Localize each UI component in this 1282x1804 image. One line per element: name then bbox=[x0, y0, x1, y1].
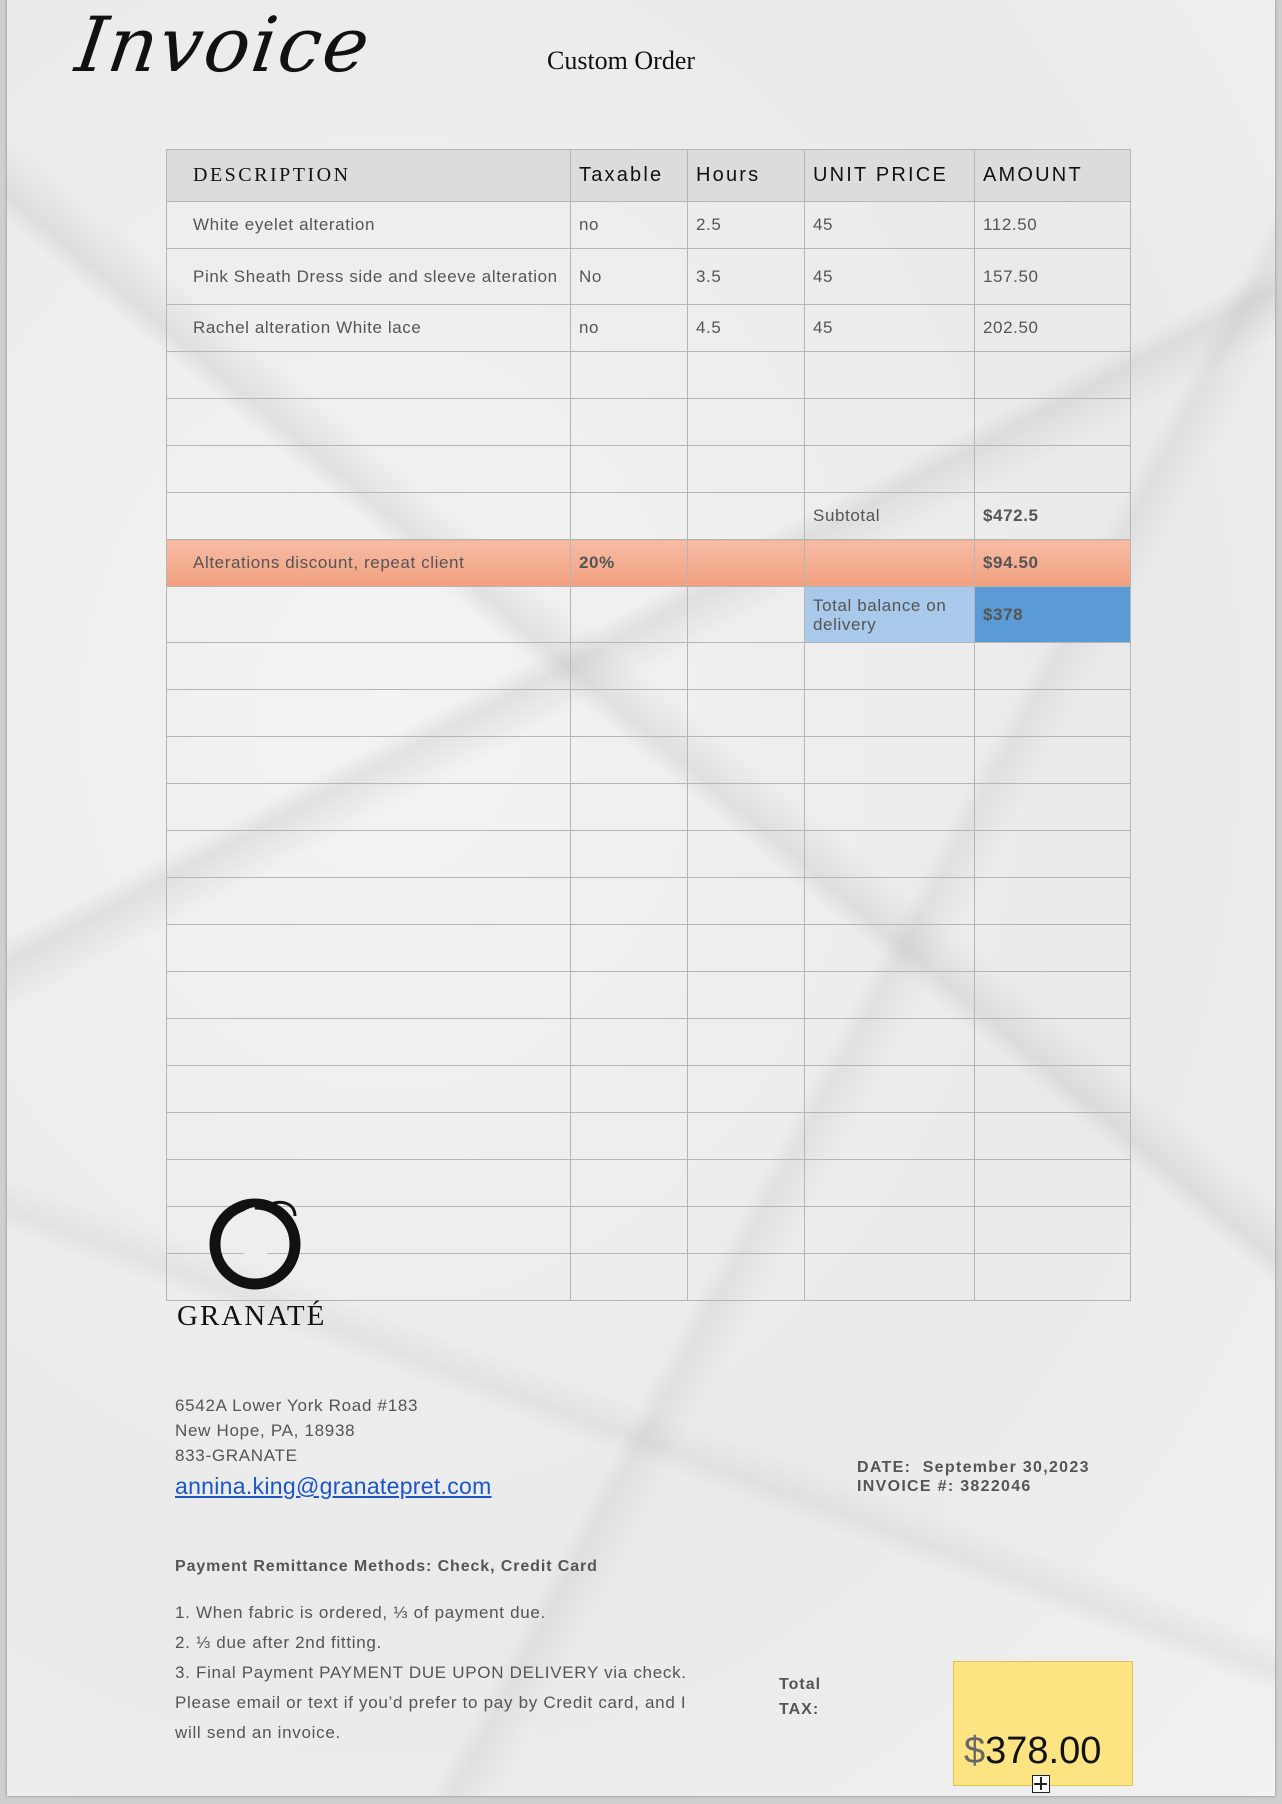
row-unit-price[interactable]: 45 bbox=[805, 249, 975, 305]
invoice-meta bbox=[857, 1458, 1090, 1496]
balance-row bbox=[167, 587, 1131, 643]
empty-row bbox=[167, 878, 1131, 925]
column-header-amount: AMOUNT bbox=[975, 150, 1131, 202]
invoice-table bbox=[166, 149, 1131, 1301]
row-unit-price[interactable]: 45 bbox=[805, 202, 975, 249]
empty-row bbox=[167, 1066, 1131, 1113]
subtotal-value[interactable]: $472.5 bbox=[975, 493, 1131, 540]
table-row bbox=[167, 202, 1131, 249]
empty-row bbox=[167, 831, 1131, 878]
subtotal-label: Subtotal bbox=[805, 493, 975, 540]
invoice-subtitle: Custom Order bbox=[547, 46, 696, 75]
row-description[interactable]: Pink Sheath Dress side and sleeve alteration bbox=[167, 249, 571, 305]
column-header-hours: Hours bbox=[688, 150, 805, 202]
discount-percent[interactable]: 20% bbox=[571, 540, 688, 587]
row-taxable[interactable]: no bbox=[571, 305, 688, 352]
invoice-number-label: INVOICE #: bbox=[857, 1478, 955, 1495]
payment-term: 2. ⅓ due after 2nd fitting. bbox=[175, 1633, 382, 1652]
empty-row bbox=[167, 352, 1131, 399]
payment-term: 3. Final Payment PAYMENT DUE UPON DELIVERY via check. Please email or text if you’d prefer to pay by Credit card, and I will send an invoice. bbox=[175, 1663, 687, 1742]
empty-row bbox=[167, 972, 1131, 1019]
row-hours[interactable]: 3.5 bbox=[688, 249, 805, 305]
empty-row bbox=[167, 399, 1131, 446]
phone-number: 833-GRANATE bbox=[175, 1446, 298, 1465]
total-amount-box[interactable] bbox=[953, 1661, 1133, 1786]
empty-row bbox=[167, 1113, 1131, 1160]
table-row bbox=[167, 249, 1131, 305]
invoice-page bbox=[7, 0, 1275, 1796]
date-label: DATE: bbox=[857, 1459, 912, 1476]
empty-row bbox=[167, 925, 1131, 972]
invoice-title: Invoice bbox=[70, 0, 377, 89]
address-block bbox=[175, 1393, 418, 1468]
date-value: September 30,2023 bbox=[922, 1459, 1090, 1476]
total-amount-value: 378.00 bbox=[985, 1730, 1102, 1772]
granate-monogram-icon bbox=[177, 1192, 347, 1300]
tax-label: TAX: bbox=[779, 1701, 820, 1718]
row-taxable[interactable]: no bbox=[571, 202, 688, 249]
balance-label: Total balance on delivery bbox=[805, 587, 975, 643]
empty-row bbox=[167, 446, 1131, 493]
totals-labels bbox=[779, 1672, 821, 1722]
row-amount[interactable]: 202.50 bbox=[975, 305, 1131, 352]
row-hours[interactable]: 2.5 bbox=[688, 202, 805, 249]
row-amount[interactable]: 112.50 bbox=[975, 202, 1131, 249]
table-row bbox=[167, 305, 1131, 352]
row-hours[interactable]: 4.5 bbox=[688, 305, 805, 352]
payment-methods-heading: Payment Remittance Methods: Check, Credit Card bbox=[175, 1558, 598, 1575]
row-taxable[interactable]: No bbox=[571, 249, 688, 305]
payment-term: 1. When fabric is ordered, ⅓ of payment due. bbox=[175, 1603, 546, 1622]
discount-label[interactable]: Alterations discount, repeat client bbox=[167, 540, 571, 587]
total-label: Total bbox=[779, 1676, 822, 1693]
email-link[interactable]: annina.king@granatepret.com bbox=[175, 1473, 492, 1499]
table-header-row bbox=[167, 150, 1131, 202]
column-header-taxable: Taxable bbox=[571, 150, 688, 202]
granate-logo bbox=[177, 1192, 347, 1334]
subtotal-row bbox=[167, 493, 1131, 540]
add-row-plus-icon[interactable] bbox=[1032, 1775, 1050, 1793]
column-header-description: DESCRIPTION bbox=[167, 150, 571, 202]
invoice-number: 3822046 bbox=[960, 1478, 1032, 1495]
empty-row bbox=[167, 690, 1131, 737]
logo-wordmark: GRANATÉ bbox=[177, 1300, 327, 1332]
discount-row bbox=[167, 540, 1131, 587]
column-header-unit-price: UNIT PRICE bbox=[805, 150, 975, 202]
payment-terms bbox=[175, 1598, 695, 1748]
empty-row bbox=[167, 737, 1131, 784]
row-unit-price[interactable]: 45 bbox=[805, 305, 975, 352]
row-description[interactable]: White eyelet alteration bbox=[167, 202, 571, 249]
currency-symbol: $ bbox=[964, 1730, 986, 1772]
empty-row bbox=[167, 784, 1131, 831]
address-line1: 6542A Lower York Road #183 bbox=[175, 1396, 419, 1415]
total-amount bbox=[964, 1730, 1101, 1773]
address-line2: New Hope, PA, 18938 bbox=[175, 1421, 356, 1440]
row-amount[interactable]: 157.50 bbox=[975, 249, 1131, 305]
row-description[interactable]: Rachel alteration White lace bbox=[167, 305, 571, 352]
discount-value[interactable]: $94.50 bbox=[975, 540, 1131, 587]
empty-row bbox=[167, 643, 1131, 690]
empty-row bbox=[167, 1019, 1131, 1066]
balance-value[interactable]: $378 bbox=[975, 587, 1131, 643]
